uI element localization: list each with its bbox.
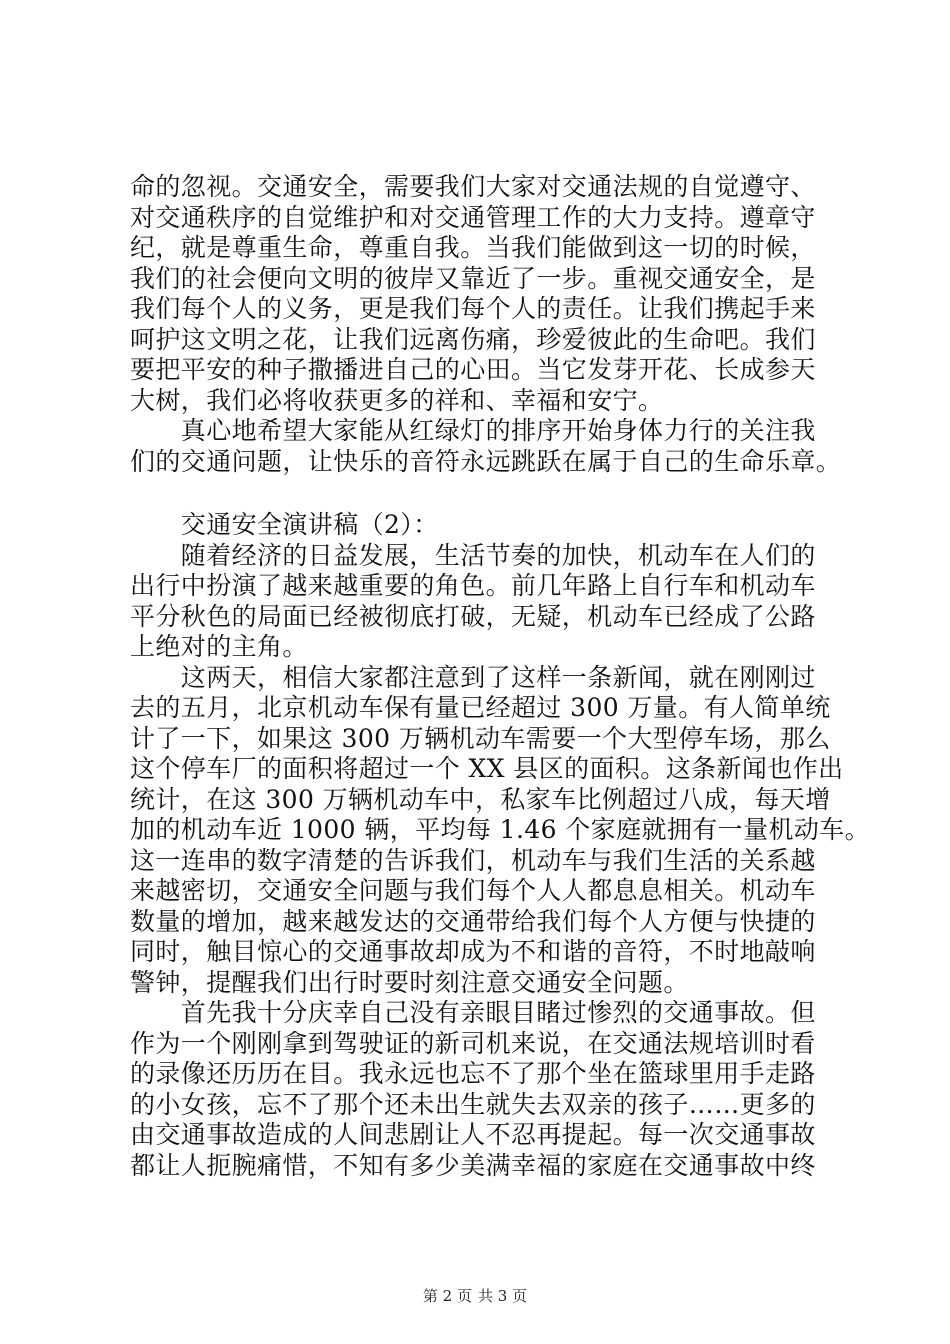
text-line: 平分秋色的局面已经被彻底打破，无疑，机动车已经成了公路 bbox=[130, 601, 816, 631]
text-line: 纪，就是尊重生命，尊重自我。当我们能做到这一切的时候， bbox=[130, 233, 816, 262]
text-line: 的录像还历历在目。我永远也忘不了那个坐在篮球里用手走路 bbox=[130, 1059, 816, 1088]
text-line: 的小女孩，忘不了那个还未出生就失去双亲的孩子……更多的 bbox=[130, 1089, 816, 1119]
text-line: 这两天，相信大家都注意到了这样一条新闻，就在刚刚过 bbox=[130, 662, 816, 692]
text-line: 我们每个人的义务，更是我们每个人的责任。让我们携起手来 bbox=[130, 294, 816, 323]
text-line: 交通安全演讲稿（2）： bbox=[130, 510, 439, 539]
text-line: 真心地希望大家能从红绿灯的排序开始身体力行的关注我 bbox=[130, 416, 816, 445]
text-line: 大树，我们必将收获更多的祥和、幸福和安宁。 bbox=[130, 385, 664, 415]
section-gap bbox=[130, 477, 850, 510]
text-line: 去的五月，北京机动车保有量已经超过 300 万量。有人简单统 bbox=[130, 693, 831, 722]
speech-part-one bbox=[130, 172, 850, 477]
text-line: 命的忽视。交通安全，需要我们大家对交通法规的自觉遵守、 bbox=[130, 172, 816, 201]
page-footer bbox=[0, 1286, 950, 1306]
text-line: 这个停车厂的面积将超过一个 XX 县区的面积。这条新闻也作出 bbox=[130, 754, 844, 783]
text-line: 我们的社会便向文明的彼岸又靠近了一步。重视交通安全，是 bbox=[130, 263, 816, 293]
text-line: 对交通秩序的自觉维护和对交通管理工作的大力支持。遵章守 bbox=[130, 202, 816, 232]
text-line: 数量的增加，越来越发达的交通带给我们每个人方便与快捷的 bbox=[130, 906, 816, 936]
text-line: 首先我十分庆幸自己没有亲眼目睹过惨烈的交通事故。但 bbox=[130, 998, 816, 1027]
text-line: 上绝对的主角。 bbox=[130, 632, 308, 661]
text-line: 出行中扮演了越来越重要的角色。前几年路上自行车和机动车 bbox=[130, 571, 816, 600]
text-line: 计了一下，如果这 300 万辆机动车需要一个大型停车场，那么 bbox=[130, 723, 831, 753]
text-line: 们的交通问题，让快乐的音符永远跳跃在属于自己的生命乐章。 bbox=[130, 446, 842, 476]
text-line: 同时，触目惊心的交通事故却成为不和谐的音符，不时地敲响 bbox=[130, 937, 816, 966]
text-line: 要把平安的种子撒播进自己的心田。当它发芽开花、长成参天 bbox=[130, 355, 816, 384]
paragraph bbox=[130, 510, 850, 541]
speech-part-two bbox=[130, 510, 871, 1181]
page-number: 第 2 页 bbox=[422, 1287, 472, 1305]
text-line: 这一连串的数字清楚的告诉我们，机动车与我们生活的关系越 bbox=[130, 845, 816, 875]
page-total: 共 3 页 bbox=[478, 1287, 528, 1305]
paragraph bbox=[130, 416, 850, 477]
text-line: 由交通事故造成的人间悲剧让人不忍再提起。每一次交通事故 bbox=[130, 1120, 816, 1149]
text-line: 统计，在这 300 万辆机动车中，私家车比例超过八成，每天增 bbox=[130, 784, 831, 814]
text-line: 都让人扼腕痛惜，不知有多少美满幸福的家庭在交通事故中终 bbox=[130, 1150, 816, 1180]
text-line: 加的机动车近 1000 辆，平均每 1.46 个家庭就拥有一量机动车。 bbox=[130, 815, 871, 844]
paragraph bbox=[130, 998, 850, 1181]
text-line: 作为一个刚刚拿到驾驶证的新司机来说，在交通法规培训时看 bbox=[130, 1028, 816, 1058]
paragraph bbox=[130, 662, 871, 999]
text-line: 警钟，提醒我们出行时要时刻注意交通安全问题。 bbox=[130, 967, 689, 997]
text-line: 来越密切，交通安全问题与我们每个人人都息息相关。机动车 bbox=[130, 876, 816, 905]
paragraph bbox=[130, 541, 850, 663]
paragraph bbox=[130, 172, 850, 416]
text-line: 随着经济的日益发展，生活节奏的加快，机动车在人们的 bbox=[130, 540, 816, 570]
document-body bbox=[130, 172, 871, 1181]
text-line: 呵护这文明之花，让我们远离伤痛，珍爱彼此的生命吧。我们 bbox=[130, 324, 816, 354]
